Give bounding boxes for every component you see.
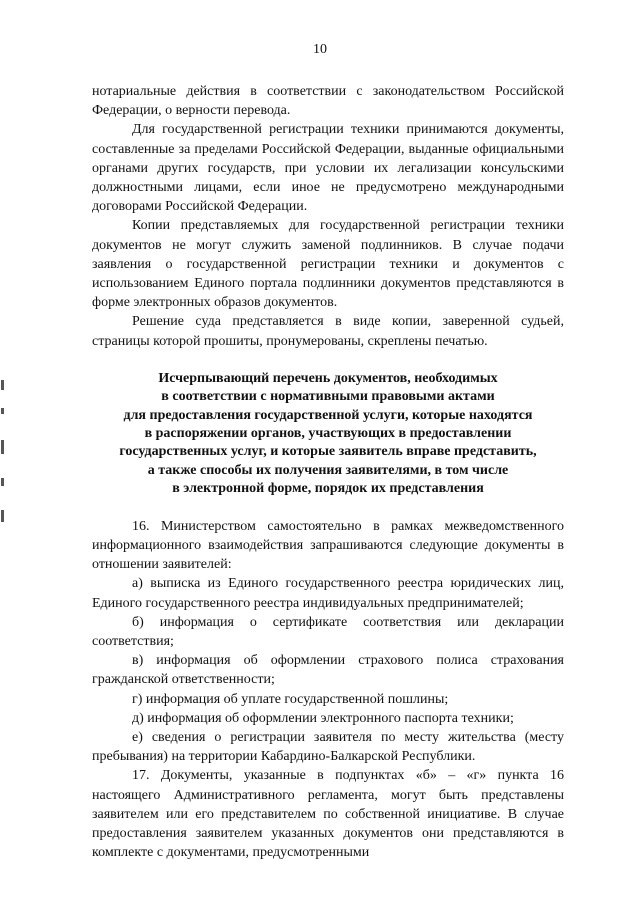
scan-mark [1, 380, 4, 390]
scan-edge-marks [0, 380, 6, 540]
heading-line: Исчерпывающий перечень документов, необходимых [158, 370, 498, 386]
list-item: е) сведения о регистрации заявителя по месту жительства (месту пребывания) на территории Кабардино-Балкарской Республики. [92, 729, 564, 765]
top-section [92, 82, 564, 351]
list-item: б) информация о сертификате соответствия или декларации соответствия; [92, 614, 564, 649]
list-item: г) информация об уплате государственной пошлины; [132, 691, 449, 707]
heading-line: для предоставления государственной услуги, которые находятся [123, 407, 533, 423]
paragraph: 17. Документы, указанные в подпунктах «б» – «г» пункта 16 настоящего Административного регламента, могут быть представлены заявителем или его представителем по собственной инициативе. В случае предоставления заявителем указанных документов они представляются в комплекте с документами, предусмотренными [92, 768, 564, 861]
heading-line: в распоряжении органов, участвующих в предоставлении [144, 426, 512, 442]
list-item: а) выписка из Единого государственного реестра юридических лиц, Единого государственного реестра индивидуальных предпринимателей; [92, 576, 564, 611]
scan-mark [1, 408, 4, 414]
bottom-section [92, 517, 564, 863]
paragraph: Для государственной регистрации техники принимаются документы, составленные за пределами Российской Федерации, выданные официальными органами других государств, при условии их легализации консульскими должностными лицами, если иное не предусмотрено международными договорами Российской Федерации. [92, 122, 564, 215]
heading-line: в соответствии с нормативными правовыми актами [161, 389, 495, 405]
paragraph: 16. Министерством самостоятельно в рамках межведомственного информационного взаимодействия запрашиваются следующие документы в отношении заявителей: [92, 518, 564, 573]
list-item: в) информация об оформлении страхового полиса страхования гражданской ответственности; [92, 653, 564, 688]
heading-line: а также способы их получения заявителями, в том числе [147, 462, 509, 478]
heading-line: в электронной форме, порядок их представления [172, 481, 484, 497]
scan-mark [1, 510, 4, 522]
section-heading [92, 370, 564, 499]
list-item: д) информация об оформлении электронного паспорта техники; [132, 710, 514, 726]
scan-mark [1, 478, 4, 486]
paragraph: нотариальные действия в соответствии с законодательством Российской Федерации, о верности перевода. [92, 84, 564, 119]
paragraph: Решение суда представляется в виде копии, заверенной судьей, страницы которой прошиты, пронумерованы, скреплены печатью. [92, 314, 564, 349]
page-number: 10 [313, 42, 327, 57]
document-body [92, 82, 564, 862]
paragraph: Копии представляемых для государственной регистрации техники документов не могут служить заменой подлинников. В случае подачи заявления о государственной регистрации техники и документов с использованием Единого портала подлинники документов представляются в форме электронных образов документов. [92, 218, 564, 311]
heading-line: государственных услуг, и которые заявитель вправе представить, [119, 444, 537, 460]
scan-mark [1, 440, 4, 454]
